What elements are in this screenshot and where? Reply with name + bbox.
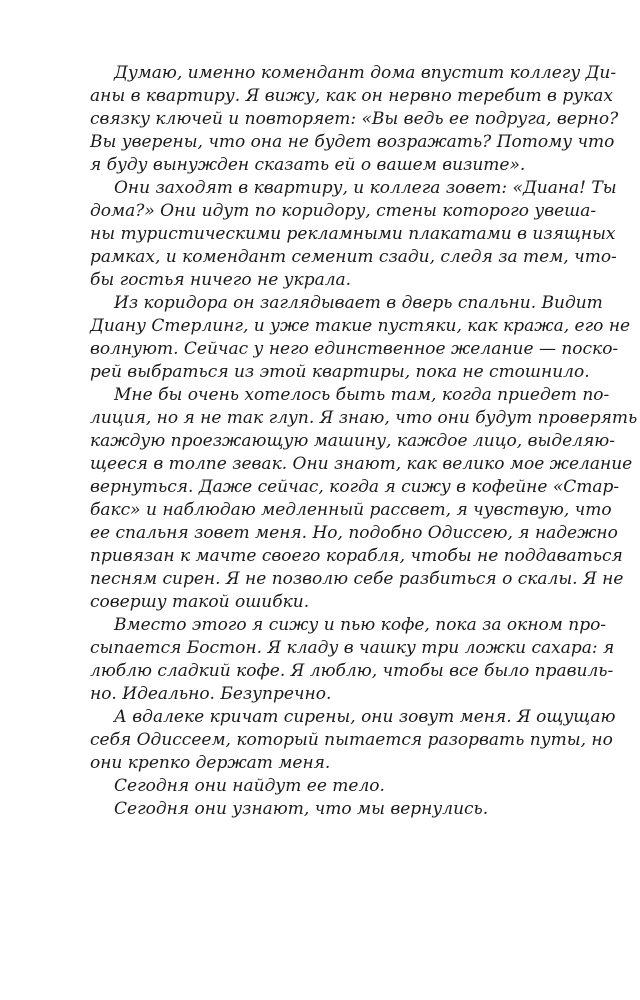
text-line: каждую проезжающую машину, каждое лицо, выделяю-: [90, 431, 615, 451]
text-line: рей выбраться из этой квартиры, пока не стошнило.: [90, 362, 590, 382]
text-line: щееся в толпе зевак. Они знают, как велико мое желание: [90, 454, 633, 474]
text-line: привязан к мачте своего корабля, чтобы не поддаваться: [90, 546, 623, 566]
text-line: вернуться. Даже сейчас, когда я сижу в кофейне «Стар-: [90, 477, 620, 497]
text-line: сыпается Бостон. Я кладу в чашку три ложки сахара: я: [90, 638, 615, 658]
text-line: совершу такой ошибки.: [90, 592, 310, 612]
text-line: бакс» и наблюдаю медленный рассвет, я чувствую, что: [90, 500, 612, 520]
text-line: А вдалеке кричат сирены, они зовут меня. Я ощущаю: [114, 707, 616, 727]
paragraph: [90, 292, 631, 384]
text-line: аны в квартиру. Я вижу, как он нервно теребит в руках: [90, 86, 613, 106]
text-line: ее спальня зовет меня. Но, подобно Одиссею, я надежно: [90, 523, 618, 543]
text-line: Думаю, именно комендант дома впустит коллегу Ди-: [114, 63, 617, 83]
text-line: Они заходят в квартиру, и коллега зовет: «Диана! Ты: [114, 178, 617, 198]
text-line: ны туристическими рекламными плакатами в изящных: [90, 224, 616, 244]
text-line: Из коридора он заглядывает в дверь спальни. Видит: [114, 293, 603, 313]
page-text: [90, 62, 638, 821]
paragraph: [90, 177, 617, 292]
text-line: Сегодня они узнают, что мы вернулись.: [114, 799, 489, 819]
paragraph: [90, 614, 615, 706]
text-line: Сегодня они найдут ее тело.: [114, 776, 385, 796]
text-line: себя Одиссеем, который пытается разорвать путы, но: [90, 730, 613, 750]
text-line: связку ключей и повторяет: «Вы ведь ее подруга, верно?: [90, 109, 619, 129]
text-line: Вместо этого я сижу и пью кофе, пока за окном про-: [114, 615, 607, 635]
paragraph: [90, 706, 616, 775]
text-line: песням сирен. Я не позволю себе разбиться о скалы. Я не: [90, 569, 624, 589]
text-line: Диану Стерлинг, и уже такие пустяки, как кража, его не: [90, 316, 631, 336]
text-line: люблю сладкий кофе. Я люблю, чтобы все было правиль-: [90, 661, 614, 681]
text-line: Мне бы очень хотелось быть там, когда приедет по-: [114, 385, 610, 405]
text-line: волнуют. Сейчас у него единственное желание — поско-: [90, 339, 619, 359]
text-line: дома?» Они идут по коридору, стены которого увеша-: [90, 201, 597, 221]
text-line: бы гостья ничего не украла.: [90, 270, 352, 290]
paragraph: [90, 384, 638, 614]
text-line: лиция, но я не так глуп. Я знаю, что они будут проверять: [90, 408, 638, 428]
paragraph: [90, 62, 619, 177]
text-line: я буду вынужден сказать ей о вашем визите».: [90, 155, 526, 175]
text-line: рамках, и комендант семенит сзади, следя за тем, что-: [90, 247, 617, 267]
text-line: но. Идеально. Безупречно.: [90, 684, 332, 704]
paragraph: [90, 775, 562, 798]
text-line: Вы уверены, что она не будет возражать? Потому что: [90, 132, 615, 152]
paragraph: [90, 798, 562, 821]
text-line: они крепко держат меня.: [90, 753, 331, 773]
